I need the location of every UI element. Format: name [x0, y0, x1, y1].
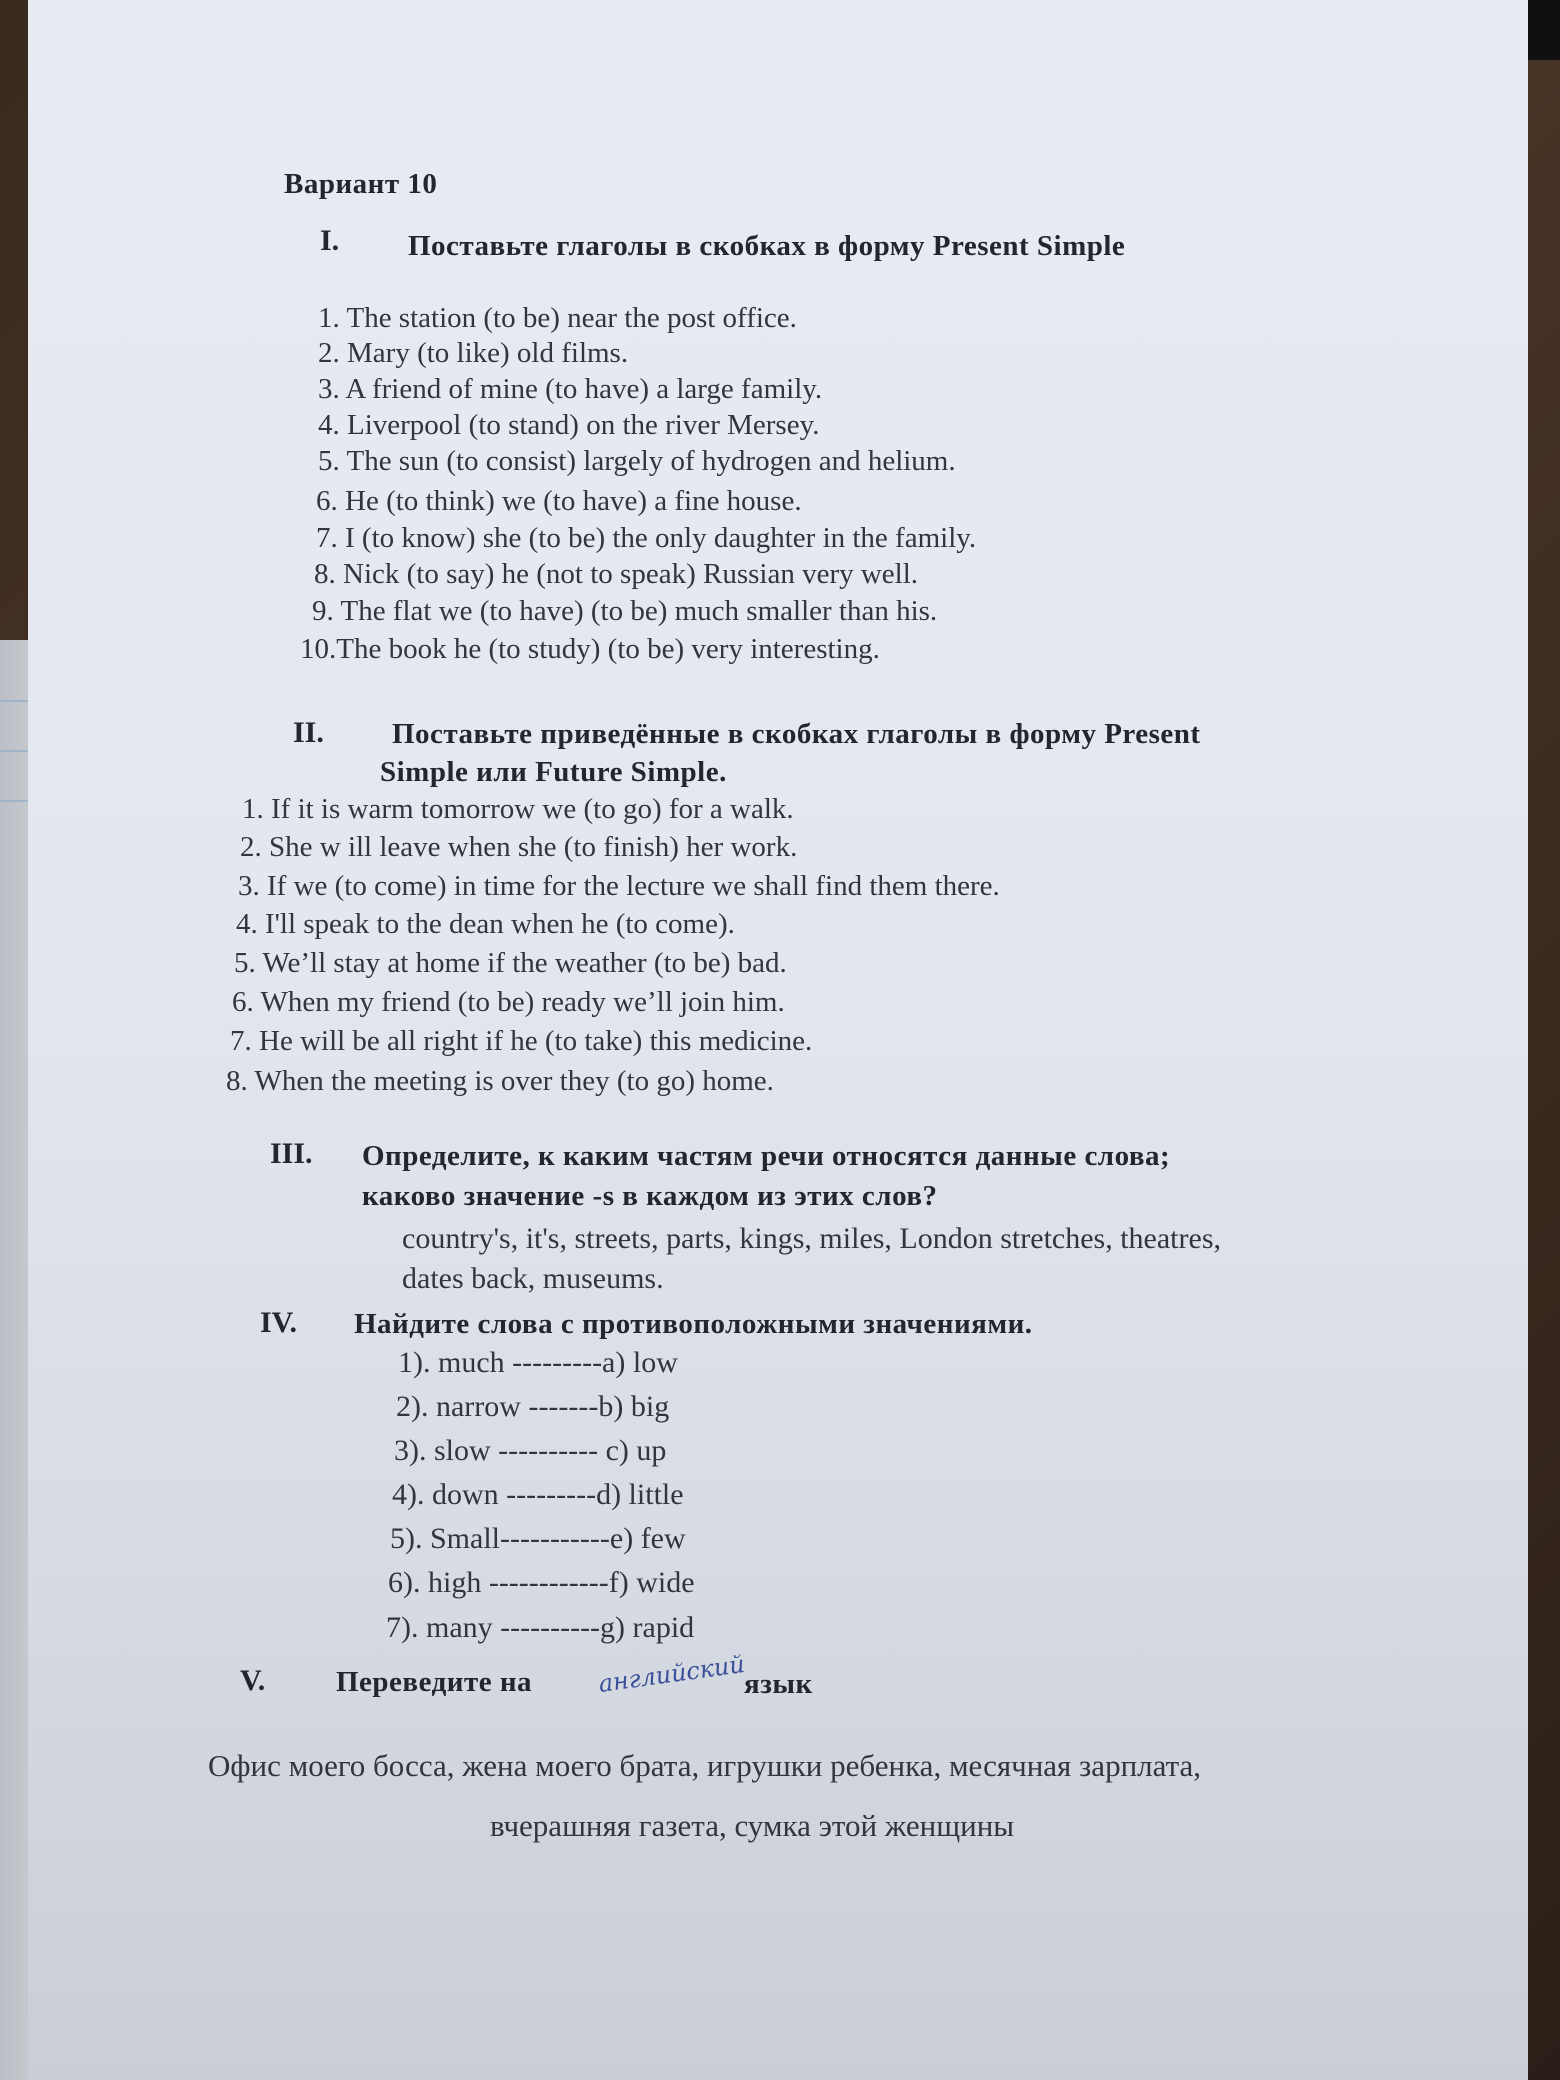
section-5-heading-end: язык	[744, 1668, 813, 1700]
section-4-item: 1). much ---------a) low	[398, 1346, 678, 1379]
section-4-item: 5). Small-----------e) few	[390, 1522, 686, 1555]
section-1-item: 5. The sun (to consist) largely of hydrogen and helium.	[318, 445, 956, 477]
section-1-item: 2. Mary (to like) old films.	[318, 337, 629, 369]
section-1-item: 7. I (to know) she (to be) the only daughter in the family.	[316, 522, 977, 554]
section-4-heading: Найдите слова с противоположными значениями.	[354, 1308, 1033, 1340]
section-2-item: 5. We’ll stay at home if the weather (to be) bad.	[234, 947, 787, 979]
section-4-item: 3). slow ---------- c) up	[394, 1434, 667, 1467]
section-2-item: 4. I'll speak to the dean when he (to come).	[236, 908, 735, 940]
section-5-text: Офис моего босса, жена моего брата, игрушки ребенка, месячная зарплата,	[208, 1748, 1202, 1783]
section-1-item: 3. A friend of mine (to have) a large family.	[318, 373, 823, 405]
section-4-numeral: IV.	[260, 1306, 297, 1339]
handwritten-word: английский	[596, 1649, 747, 1699]
section-2-item: 2. She w ill leave when she (to finish) her work.	[240, 831, 798, 863]
section-2-numeral: II.	[293, 716, 324, 749]
section-5-text: вчерашняя газета, сумка этой женщины	[490, 1808, 1015, 1843]
section-3-numeral: III.	[270, 1137, 313, 1170]
section-1-item: 10.The book he (to study) (to be) very interesting.	[300, 633, 880, 665]
section-1-item: 1. The station (to be) near the post office.	[318, 302, 797, 334]
section-3-heading: каково значение -s в каждом из этих слов?	[362, 1180, 938, 1212]
section-4-item: 7). many ----------g) rapid	[386, 1611, 695, 1644]
section-2-item: 1. If it is warm tomorrow we (to go) for a walk.	[242, 793, 794, 825]
section-1-item: 4. Liverpool (to stand) on the river Mersey.	[318, 409, 820, 441]
section-4-item: 2). narrow -------b) big	[396, 1390, 670, 1423]
section-4-item: 4). down ---------d) little	[392, 1478, 684, 1511]
section-3-words: country's, it's, streets, parts, kings, miles, London stretches, theatres,	[402, 1222, 1221, 1255]
section-2-item: 3. If we (to come) in time for the lecture we shall find them there.	[238, 870, 1000, 902]
section-3-heading: Определите, к каким частям речи относятся данные слова;	[362, 1140, 1171, 1172]
section-1-item: 8. Nick (to say) he (not to speak) Russian very well.	[314, 558, 919, 590]
worksheet-page	[28, 0, 1528, 2080]
section-2-item: 6. When my friend (to be) ready we’ll join him.	[232, 986, 785, 1018]
section-5-heading: Переведите на	[336, 1666, 533, 1698]
section-1-item: 6. He (to think) we (to have) a fine house.	[316, 485, 802, 517]
section-2-heading: Поставьте приведённые в скобках глаголы в форму Present	[392, 718, 1201, 750]
section-2-item: 8. When the meeting is over they (to go) home.	[226, 1065, 774, 1097]
section-4-item: 6). high ------------f) wide	[388, 1566, 695, 1599]
section-2-item: 7. He will be all right if he (to take) this medicine.	[230, 1025, 813, 1057]
variant-title: Вариант 10	[284, 168, 438, 200]
section-3-words: dates back, museums.	[402, 1262, 664, 1295]
section-1-item: 9. The flat we (to have) (to be) much smaller than his.	[312, 595, 938, 627]
section-2-heading: Simple или Future Simple.	[380, 756, 727, 788]
section-1-numeral: I.	[320, 224, 340, 257]
section-5-numeral: V.	[240, 1664, 266, 1697]
section-1-heading: Поставьте глаголы в скобках в форму Present Simple	[408, 230, 1126, 262]
